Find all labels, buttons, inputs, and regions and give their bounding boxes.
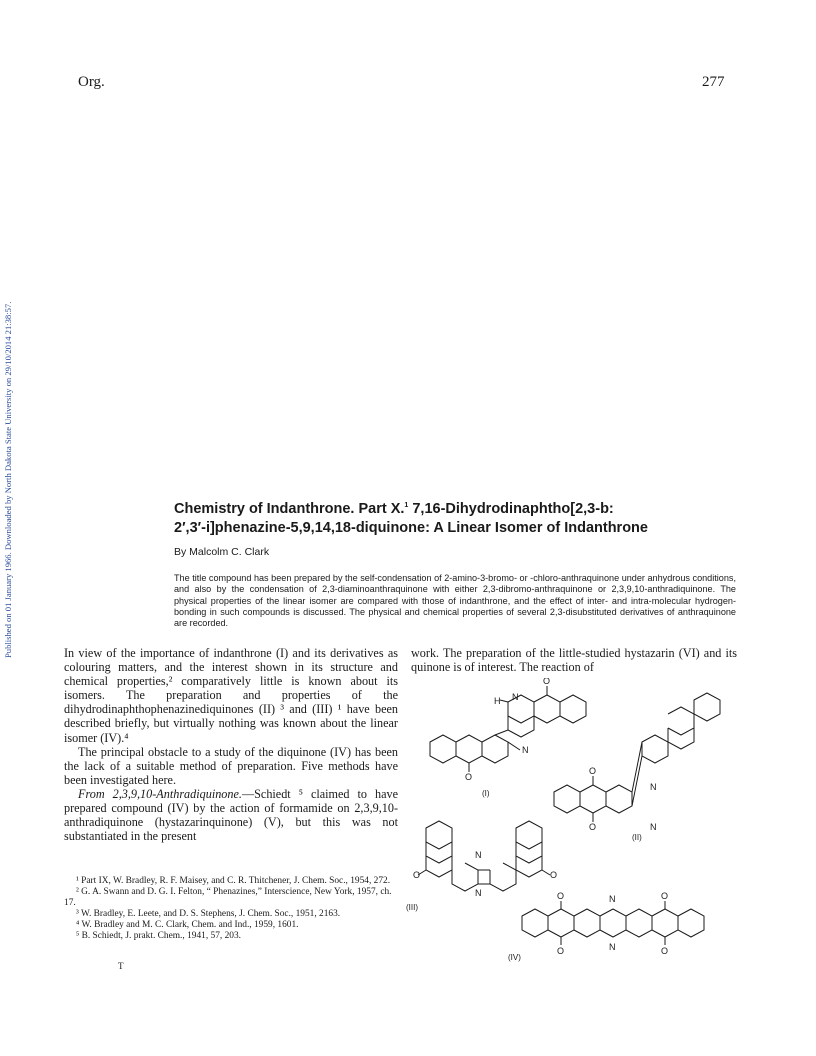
abstract: The title compound has been prepared by the self-condensation of 2-amino-3-bromo- or -chloro-anthraquinone under anhydrous conditions, and also by the condensation of 2,3-diaminoanthraquinone with either 2,3-dibromo-anthraquinone or 2,3,9,10-anthradiquinone. The physical properties of the linear isomer are compared with those of indanthrone, and the effect of inter- and intra-molecular hydrogen-bonding in such compounds is discussed. The physical and chemical properties of several 2,3-disubstituted derivatives of anthraquinone are recorded. — [174, 573, 736, 629]
author-line: By Malcolm C. Clark — [174, 546, 270, 558]
structure-IV — [522, 901, 704, 945]
title-line2: 2′,3′-i]phenazine-5,9,14,18-diquinone: A Linear Isomer of Indanthrone — [174, 520, 648, 536]
title-line1b: 7,16-Dihydrodinaphtho[2,3-b: — [408, 501, 614, 517]
structure-label-III: (III) — [406, 903, 418, 912]
article-title — [174, 500, 734, 538]
paragraph-3-lead: From 2,3,9,10-Anthradiquinone. — [78, 786, 242, 801]
footnote-1: ¹ Part IX, W. Bradley, R. F. Maisey, and C. R. Thitchener, J. Chem. Soc., 1954, 272. — [76, 876, 391, 886]
download-watermark — [0, 218, 18, 658]
atom-N: N — [475, 850, 482, 860]
atom-O: O — [550, 870, 558, 880]
journal-header: Org. — [78, 74, 105, 90]
atom-O: O — [557, 946, 565, 956]
atom-O: O — [661, 891, 669, 901]
atom-O: O — [589, 766, 597, 776]
atom-O: O — [589, 822, 597, 832]
atom-O: O — [465, 772, 473, 782]
paragraph-1: In view of the importance of indanthrone (I) and its derivatives as colouring matters, and the interest shown in its structure and chemical properties,² comparatively little is known about its isomers. The preparation and properties of the dihydrodinaphthophenazinediquinones (II) ³ and (III) ¹ have been described briefly, but virtually nothing was known about the linear isomer (IV).⁴ — [64, 646, 398, 745]
atom-N: N — [475, 888, 482, 898]
atom-N: N — [650, 782, 657, 792]
download-notice: Published on 01 January 1966. Downloaded by North Dakota State University on 29/10/2014 21:38:57. — [3, 301, 13, 658]
atom-N: N — [512, 692, 519, 702]
structure-III — [418, 821, 550, 891]
structure-label-I: (I) — [482, 789, 490, 798]
atom-O: O — [661, 946, 669, 956]
signature-mark: T — [118, 961, 124, 971]
structure-label-II: (II) — [632, 833, 642, 842]
footnote-3: ³ W. Bradley, E. Leete, and D. S. Stephens, J. Chem. Soc., 1951, 2163. — [76, 909, 341, 919]
footnote-4: ⁴ W. Bradley and M. C. Clark, Chem. and Ind., 1959, 1601. — [76, 920, 299, 930]
right-column: work. The preparation of the little-studied hystazarin (VI) and its quinone is of interest. The reaction of — [411, 646, 737, 675]
footnotes — [64, 876, 398, 942]
atom-O: O — [557, 891, 565, 901]
footnote-5: ⁵ B. Schiedt, J. prakt. Chem., 1941, 57, 203. — [76, 931, 241, 941]
title-line1: Chemistry of Indanthrone. Part X. — [174, 501, 405, 517]
title-ref: 1 — [404, 502, 409, 510]
paragraph-3 — [64, 787, 398, 843]
structure-I — [430, 686, 586, 772]
chemical-structures — [404, 678, 740, 962]
structure-label-IV: (IV) — [508, 953, 521, 962]
atom-N: N — [650, 822, 657, 832]
page-number: 277 — [702, 74, 725, 90]
atom-N: N — [609, 942, 616, 952]
footnote-2: ² G. A. Swann and D. G. I. Felton, “ Phenazines,” Interscience, New York, 1957, ch. 17. — [64, 887, 392, 908]
atom-N: N — [609, 894, 616, 904]
left-column — [64, 646, 398, 843]
structure-II — [554, 693, 720, 822]
atom-N: N — [522, 745, 529, 755]
paragraph-3-text: —Schiedt ⁵ claimed to have prepared compound (IV) by the action of formamide on 2,3,9,10-anthradiquinone (hystazarinquinone) (V), but this was not substantiated in the present — [64, 786, 398, 844]
atom-O: O — [543, 678, 551, 686]
paragraph-2: The principal obstacle to a study of the diquinone (IV) has been the lack of a suitable method of preparation. Five methods have been investigated here. — [64, 744, 398, 787]
atom-H: H — [494, 696, 501, 706]
atom-O: O — [413, 870, 421, 880]
